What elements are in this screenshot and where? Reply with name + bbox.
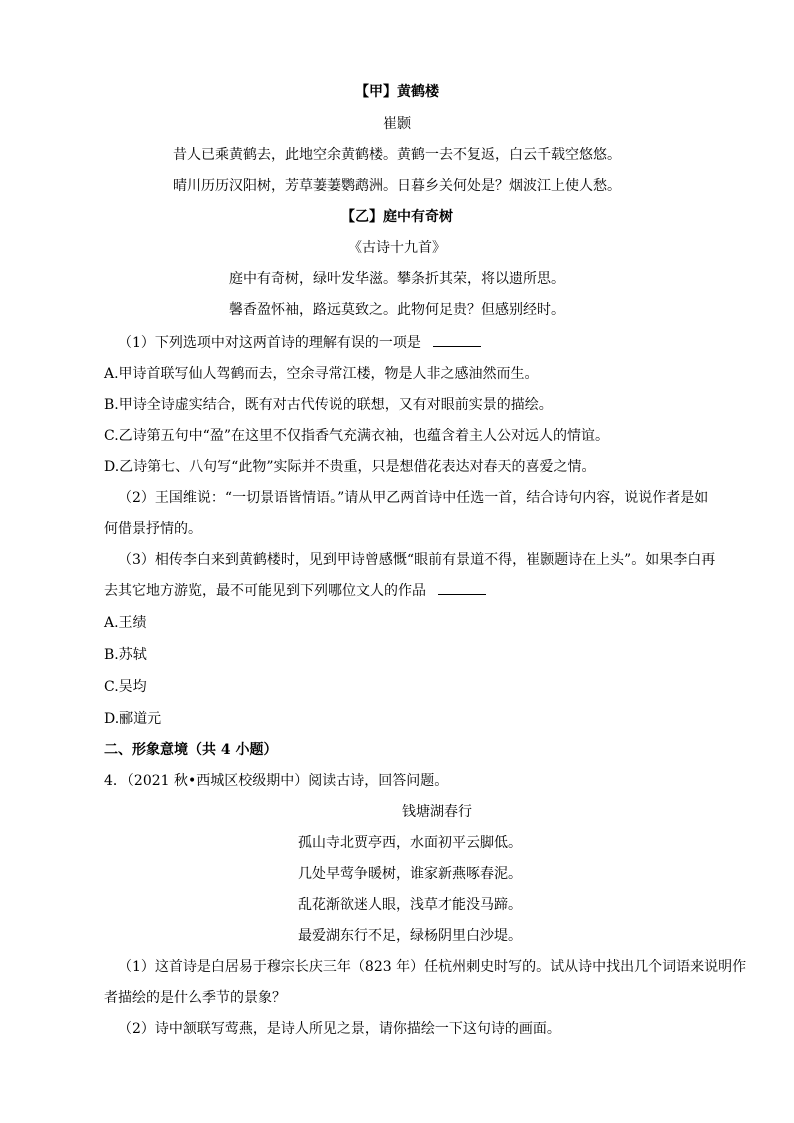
question-1-text: （1）下列选项中对这两首诗的理解有误的一项是 xyxy=(118,335,421,351)
poem-yi-line-1: 庭中有奇树，绿叶发华滋。攀条折其荣，将以遗所思。 xyxy=(229,271,565,287)
question-4-poem-line-4: 最爱湖东行不足，绿杨阴里白沙堤。 xyxy=(298,928,522,944)
question-4-poem-line-1: 孤山寺北贾亭西，水面初平云脚低。 xyxy=(298,835,522,851)
poem-yi-title: 【乙】庭中有奇树 xyxy=(341,209,453,225)
poem-jia-title: 【甲】黄鹤楼 xyxy=(355,84,439,100)
question-2-line-1: （2）王国维说：“一切景语皆情语。”请从甲乙两首诗中任选一首，结合诗句内容，说说作者是如 xyxy=(118,490,709,506)
question-3-text: 去其它地方游览，最不可能见到下列哪位文人的作品 xyxy=(104,583,426,599)
question-1-option-c: C.乙诗第五句中“盈”在这里不仅指香气充满衣袖，也蕴含着主人公对远人的情谊。 xyxy=(104,428,609,444)
question-3-option-a: A.王绩 xyxy=(104,615,147,631)
poem-jia-author: 崔颢 xyxy=(383,116,411,132)
answer-blank-1[interactable] xyxy=(433,346,481,347)
question-4-sub-1-line-2: 者描绘的是什么季节的景象？ xyxy=(104,990,286,1006)
question-2-line-2: 何借景抒情的。 xyxy=(104,521,202,537)
poem-jia-line-1: 昔人已乘黄鹤去，此地空余黄鹤楼。黄鹤一去不复返，白云千载空悠悠。 xyxy=(173,147,621,163)
poem-yi-line-2: 馨香盈怀袖，路远莫致之。此物何足贵？但感别经时。 xyxy=(229,302,565,318)
question-3-line-2 xyxy=(104,581,724,601)
question-1-option-a: A.甲诗首联写仙人驾鹤而去，空余寻常江楼，物是人非之感油然而生。 xyxy=(104,366,539,382)
question-4-poem-line-2: 几处早莺争暖树，谁家新燕啄春泥。 xyxy=(298,866,522,882)
section-2-heading: 二、形象意境（共 4 小题） xyxy=(104,742,278,758)
question-1-option-b: B.甲诗全诗虚实结合，既有对古代传说的联想，又有对眼前实景的描绘。 xyxy=(104,397,553,413)
question-3-line-1: （3）相传李白来到黄鹤楼时，见到甲诗曾感慨“眼前有景道不得，崔颢题诗在上头”。如果李白再 xyxy=(118,552,716,568)
question-1-option-d: D.乙诗第七、八句写“此物”实际并不贵重，只是想借花表达对春天的喜爱之情。 xyxy=(104,459,596,475)
question-1-stem xyxy=(118,333,724,353)
question-3-option-c: C.吴均 xyxy=(104,679,147,695)
poem-yi-source: 《古诗十九首》 xyxy=(348,240,446,256)
question-3-option-b: B.苏轼 xyxy=(104,647,147,663)
answer-blank-3[interactable] xyxy=(438,594,486,595)
question-4-poem-line-3: 乱花渐欲迷人眼，浅草才能没马蹄。 xyxy=(298,897,522,913)
question-3-option-d: D.郦道元 xyxy=(104,711,162,727)
question-4-sub-1-line-1: （1）这首诗是白居易于穆宗长庆三年（823 年）任杭州刺史时写的。试从诗中找出几个词语来说明作 xyxy=(118,959,747,975)
question-4-poem-title: 钱塘湖春行 xyxy=(402,804,472,820)
question-4-stem: 4．（2021 秋•西城区校级期中）阅读古诗，回答问题。 xyxy=(104,773,449,789)
poem-jia-line-2: 晴川历历汉阳树，芳草萋萋鹦鹉洲。日暮乡关何处是？烟波江上使人愁。 xyxy=(173,178,621,194)
question-4-sub-2: （2）诗中颔联写莺燕，是诗人所见之景，请你描绘一下这句诗的画面。 xyxy=(118,1021,561,1037)
